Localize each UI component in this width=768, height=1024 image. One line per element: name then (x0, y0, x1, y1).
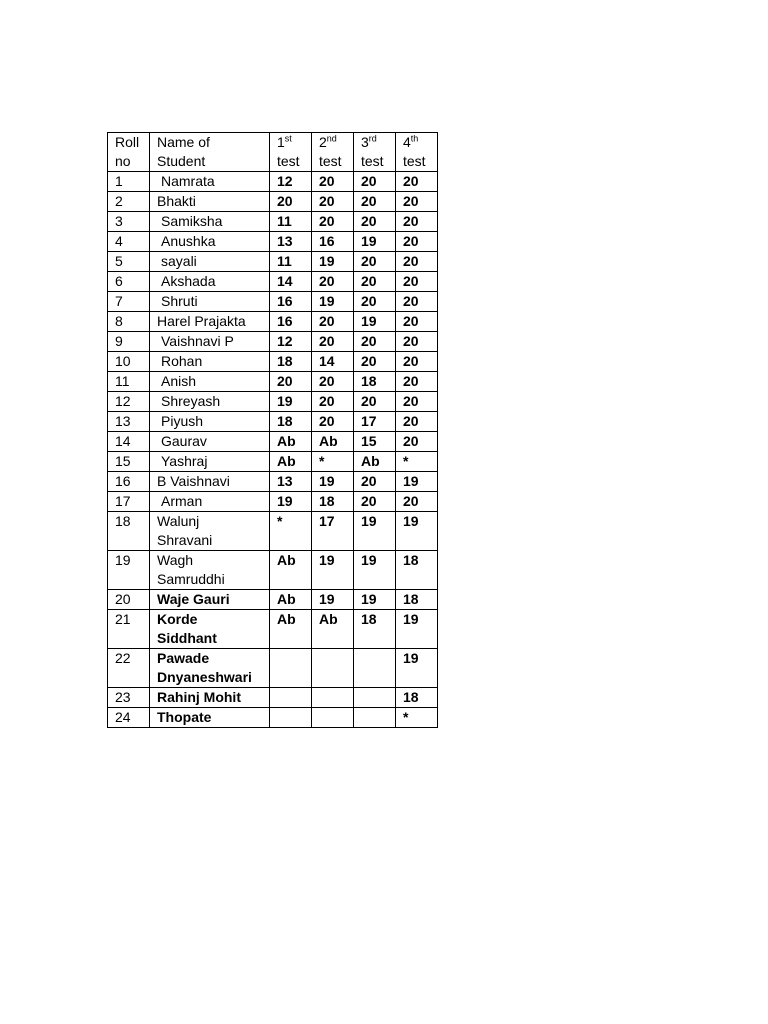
test-3-score: 20 (354, 472, 396, 492)
test-2-score: 19 (312, 590, 354, 610)
student-name: Wagh Samruddhi (150, 551, 270, 590)
test-3-score: Ab (354, 452, 396, 472)
roll-number: 21 (108, 610, 150, 649)
student-name: Bhakti (150, 192, 270, 212)
roll-number: 22 (108, 649, 150, 688)
roll-number: 2 (108, 192, 150, 212)
student-name: Waje Gauri (150, 590, 270, 610)
test-2-score: 20 (312, 172, 354, 192)
student-name: Pawade Dnyaneshwari (150, 649, 270, 688)
roll-number: 8 (108, 312, 150, 332)
student-name: Arman (150, 492, 270, 512)
test-4-score: 20 (396, 392, 438, 412)
test-3-score (354, 649, 396, 688)
table-row (108, 312, 438, 332)
test-2-score: Ab (312, 610, 354, 649)
table-row (108, 649, 438, 688)
test-4-score: 18 (396, 551, 438, 590)
test-3-score: 20 (354, 212, 396, 232)
roll-number: 16 (108, 472, 150, 492)
test-2-score (312, 688, 354, 708)
test-1-score: 13 (270, 472, 312, 492)
test-4-score: 19 (396, 512, 438, 551)
test-3-score: 20 (354, 272, 396, 292)
student-scores-table (107, 132, 438, 728)
table-row (108, 590, 438, 610)
test-1-score: Ab (270, 551, 312, 590)
table-row (108, 452, 438, 472)
roll-number: 10 (108, 352, 150, 372)
student-name: Walunj Shravani (150, 512, 270, 551)
table-row (108, 272, 438, 292)
header-test-1: 1st test (270, 133, 312, 172)
test-1-score: * (270, 512, 312, 551)
test-4-score: 20 (396, 312, 438, 332)
table-row (108, 432, 438, 452)
test-3-score: 20 (354, 252, 396, 272)
test-3-score: 19 (354, 512, 396, 551)
roll-number: 1 (108, 172, 150, 192)
test-4-score: * (396, 708, 438, 728)
test-1-score: 12 (270, 172, 312, 192)
test-4-score: 20 (396, 192, 438, 212)
test-1-score (270, 688, 312, 708)
roll-number: 13 (108, 412, 150, 432)
test-2-score: 20 (312, 332, 354, 352)
test-3-score (354, 708, 396, 728)
header-name: Name of Student (150, 133, 270, 172)
student-name: Rohan (150, 352, 270, 372)
table-row (108, 472, 438, 492)
table-row (108, 352, 438, 372)
header-roll: Roll no (108, 133, 150, 172)
test-1-score (270, 649, 312, 688)
test-2-score: 14 (312, 352, 354, 372)
table-row (108, 492, 438, 512)
test-3-score: 20 (354, 392, 396, 412)
table-row (108, 372, 438, 392)
test-2-score: 20 (312, 412, 354, 432)
test-3-score: 18 (354, 372, 396, 392)
test-4-score: 20 (396, 352, 438, 372)
test-2-score: Ab (312, 432, 354, 452)
student-name: B Vaishnavi (150, 472, 270, 492)
student-name: Harel Prajakta (150, 312, 270, 332)
table-row (108, 708, 438, 728)
student-name: Anish (150, 372, 270, 392)
roll-number: 17 (108, 492, 150, 512)
student-name: Korde Siddhant (150, 610, 270, 649)
test-3-score: 20 (354, 172, 396, 192)
test-3-score: 17 (354, 412, 396, 432)
test-2-score: 19 (312, 292, 354, 312)
test-1-score: 13 (270, 232, 312, 252)
test-3-score: 18 (354, 610, 396, 649)
test-1-score: 12 (270, 332, 312, 352)
roll-number: 6 (108, 272, 150, 292)
test-2-score: 20 (312, 312, 354, 332)
student-name: Rahinj Mohit (150, 688, 270, 708)
test-1-score: 11 (270, 252, 312, 272)
test-4-score: 20 (396, 212, 438, 232)
test-4-score: 20 (396, 372, 438, 392)
test-4-score: 18 (396, 590, 438, 610)
test-3-score: 19 (354, 590, 396, 610)
test-3-score: 20 (354, 192, 396, 212)
test-4-score: 20 (396, 252, 438, 272)
roll-number: 9 (108, 332, 150, 352)
test-2-score: 20 (312, 212, 354, 232)
table-row (108, 512, 438, 551)
test-4-score: 20 (396, 412, 438, 432)
test-4-score: 20 (396, 272, 438, 292)
student-name: Thopate (150, 708, 270, 728)
header-test-2: 2nd test (312, 133, 354, 172)
test-4-score: 19 (396, 649, 438, 688)
test-4-score: 19 (396, 610, 438, 649)
test-2-score: 20 (312, 392, 354, 412)
test-2-score: 18 (312, 492, 354, 512)
student-name: Shruti (150, 292, 270, 312)
test-3-score: 15 (354, 432, 396, 452)
student-name: Namrata (150, 172, 270, 192)
test-4-score: 20 (396, 432, 438, 452)
test-2-score: 20 (312, 192, 354, 212)
table-row (108, 172, 438, 192)
roll-number: 11 (108, 372, 150, 392)
header-test-3: 3rd test (354, 133, 396, 172)
student-name: Shreyash (150, 392, 270, 412)
table-row (108, 212, 438, 232)
test-1-score: 20 (270, 372, 312, 392)
test-3-score: 19 (354, 312, 396, 332)
student-name: Akshada (150, 272, 270, 292)
roll-number: 7 (108, 292, 150, 312)
test-1-score: 19 (270, 492, 312, 512)
test-3-score: 20 (354, 292, 396, 312)
test-1-score: 16 (270, 312, 312, 332)
test-4-score: 20 (396, 292, 438, 312)
student-name: Gaurav (150, 432, 270, 452)
test-4-score: 19 (396, 472, 438, 492)
test-2-score: 19 (312, 551, 354, 590)
student-name: Yashraj (150, 452, 270, 472)
test-2-score: 19 (312, 472, 354, 492)
roll-number: 20 (108, 590, 150, 610)
roll-number: 24 (108, 708, 150, 728)
test-3-score: 19 (354, 551, 396, 590)
test-1-score: 18 (270, 352, 312, 372)
table-body (108, 133, 438, 728)
roll-number: 3 (108, 212, 150, 232)
student-name: Anushka (150, 232, 270, 252)
test-3-score: 20 (354, 352, 396, 372)
test-4-score: 20 (396, 492, 438, 512)
roll-number: 15 (108, 452, 150, 472)
roll-number: 14 (108, 432, 150, 452)
header-test-4: 4th test (396, 133, 438, 172)
student-name: Vaishnavi P (150, 332, 270, 352)
header-row (108, 133, 438, 172)
test-2-score: 17 (312, 512, 354, 551)
student-name: Samiksha (150, 212, 270, 232)
test-4-score: 18 (396, 688, 438, 708)
test-4-score: 20 (396, 332, 438, 352)
roll-number: 12 (108, 392, 150, 412)
table-row (108, 232, 438, 252)
test-2-score (312, 649, 354, 688)
roll-number: 23 (108, 688, 150, 708)
table-row (108, 551, 438, 590)
test-2-score (312, 708, 354, 728)
table-row (108, 292, 438, 312)
test-3-score: 20 (354, 492, 396, 512)
test-4-score: 20 (396, 232, 438, 252)
roll-number: 4 (108, 232, 150, 252)
test-4-score: 20 (396, 172, 438, 192)
test-2-score: 16 (312, 232, 354, 252)
test-1-score: 18 (270, 412, 312, 432)
roll-number: 18 (108, 512, 150, 551)
test-1-score (270, 708, 312, 728)
test-1-score: Ab (270, 452, 312, 472)
test-1-score: Ab (270, 432, 312, 452)
test-1-score: 11 (270, 212, 312, 232)
test-4-score: * (396, 452, 438, 472)
table-row (108, 392, 438, 412)
test-1-score: Ab (270, 590, 312, 610)
table-row (108, 192, 438, 212)
test-1-score: Ab (270, 610, 312, 649)
roll-number: 5 (108, 252, 150, 272)
test-2-score: 19 (312, 252, 354, 272)
test-2-score: * (312, 452, 354, 472)
test-1-score: 14 (270, 272, 312, 292)
test-2-score: 20 (312, 272, 354, 292)
test-2-score: 20 (312, 372, 354, 392)
test-1-score: 19 (270, 392, 312, 412)
test-3-score: 20 (354, 332, 396, 352)
student-name: sayali (150, 252, 270, 272)
roll-number: 19 (108, 551, 150, 590)
test-3-score: 19 (354, 232, 396, 252)
student-name: Piyush (150, 412, 270, 432)
table-row (108, 610, 438, 649)
test-1-score: 16 (270, 292, 312, 312)
table-row (108, 412, 438, 432)
table-row (108, 252, 438, 272)
table-row (108, 332, 438, 352)
test-1-score: 20 (270, 192, 312, 212)
test-3-score (354, 688, 396, 708)
table-row (108, 688, 438, 708)
